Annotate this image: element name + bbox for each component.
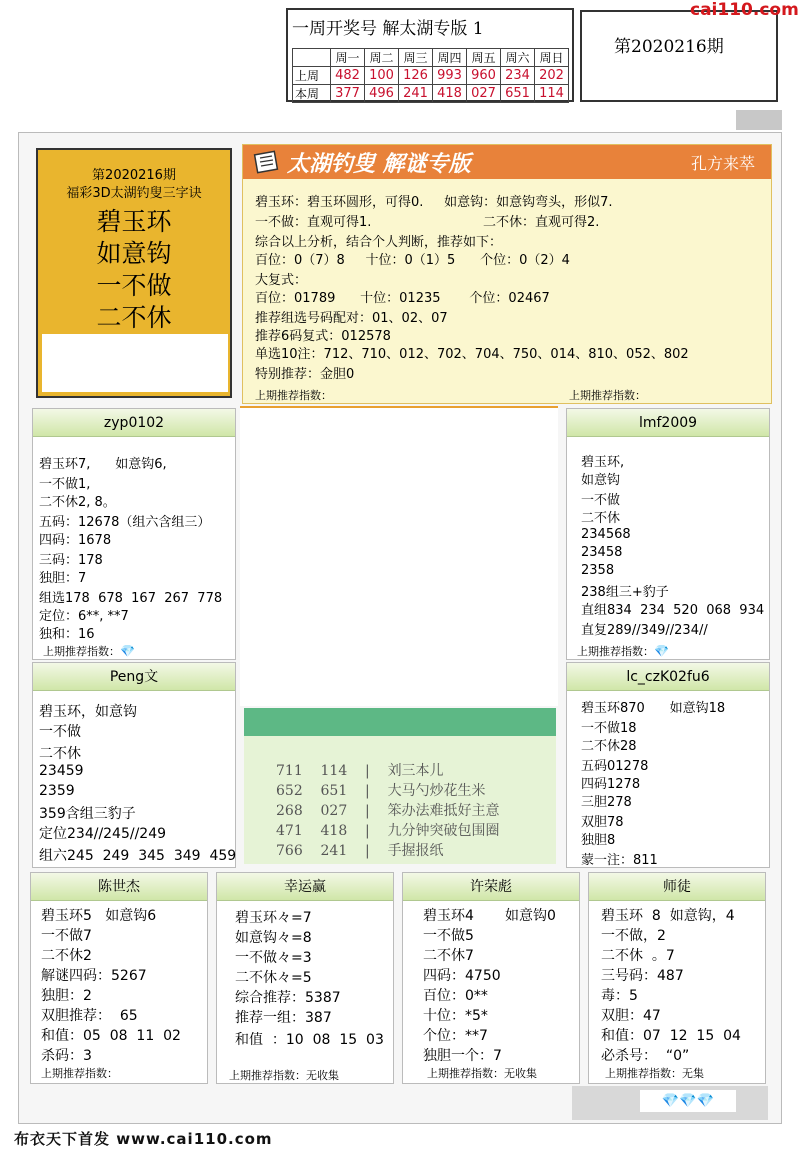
day-cell: 周一 [331, 49, 365, 67]
newspaper-icon [253, 149, 281, 175]
card-line: 二不休々=5 [235, 970, 312, 986]
card-line: 234568 [581, 527, 631, 542]
result-cell: 241 [399, 85, 433, 103]
history-row: 711 114 | 刘三本儿 [276, 763, 444, 779]
card-line: 三胆278 [581, 795, 632, 810]
card-line: 一不做5 [423, 928, 474, 944]
result-cell: 993 [433, 67, 467, 85]
card-lc [566, 662, 770, 868]
main-title: 太湖钓叟 解谜专版 [287, 151, 471, 177]
card-line: 毒：5 [601, 988, 638, 1004]
card-line: 十位：*5* [423, 1008, 488, 1024]
riddle-subtitle: 福彩3D太湖钓叟三字诀 [66, 186, 202, 201]
last-week-row [293, 67, 569, 85]
day-cell: 周二 [365, 49, 399, 67]
card-line: 碧玉环, [581, 455, 625, 470]
main-line: 推荐6码复式：012578 [255, 329, 391, 344]
card-line: 和值：07 12 15 04 [601, 1028, 741, 1044]
history-row: 766 241 | 手握报纸 [276, 843, 444, 859]
main-line: 百位：01789 十位：01235 个位：02467 [255, 291, 550, 306]
card-line: 独胆：2 [41, 988, 92, 1004]
days-row [293, 49, 569, 67]
card-footer-text: 上期推荐指数： [577, 645, 654, 658]
card-title: 陈世杰 [31, 873, 207, 901]
card-xu [402, 872, 580, 1084]
card-title: 师徒 [589, 873, 765, 901]
result-cell: 496 [365, 85, 399, 103]
center-green-bar [244, 708, 556, 736]
day-cell: 周六 [501, 49, 535, 67]
card-line: 碧玉环7, 如意钩6, [39, 457, 167, 472]
main-panel [242, 144, 772, 404]
day-cell: 周日 [535, 49, 569, 67]
card-line: 二不休2 [41, 948, 92, 964]
card-line: 一不做々=3 [235, 950, 312, 966]
card-line: 独胆8 [581, 833, 616, 848]
card-line: 蒙一注：811 [581, 853, 658, 868]
card-line: 碧玉环5 如意钩6 [41, 908, 157, 924]
card-line: 双胆：47 [601, 1008, 661, 1024]
history-row: 268 027 | 笨办法难抵好主意 [276, 803, 500, 819]
card-line: 推荐一组：387 [235, 1010, 332, 1026]
card-title: lmf2009 [567, 409, 769, 437]
riddle-issue: 第2020216期 [92, 168, 176, 183]
this-week-row [293, 85, 569, 103]
main-line: 百位：0（7）8 十位：0（1）5 个位：0（2）4 [255, 253, 570, 268]
card-shi [588, 872, 766, 1084]
card-line: 碧玉环4 如意钩0 [423, 908, 556, 924]
card-title: Peng文 [33, 663, 235, 691]
card-line: 四码1278 [581, 777, 641, 792]
main-footer-right: 上期推荐指数： [569, 389, 646, 402]
card-title: lc_czK02fu6 [567, 663, 769, 691]
card-footer-text: 上期推荐指数： [43, 645, 120, 658]
card-line: 碧玉环々=7 [235, 910, 312, 926]
result-cell: 202 [535, 67, 569, 85]
card-line: 二不休 [39, 746, 81, 762]
main-line: 一不做：直观可得1. 二不休：直观可得2. [255, 215, 600, 230]
card-footer: 上期推荐指数：无收集 [229, 1069, 339, 1082]
card-line: 二不休7 [423, 948, 474, 964]
card-line: 一不做7 [41, 928, 92, 944]
card-title: 许荣彪 [403, 873, 579, 901]
card-line: 二不休 [581, 511, 621, 526]
center-history-list [244, 736, 556, 864]
card-line: 直复289//349//234// [581, 623, 708, 638]
result-cell: 126 [399, 67, 433, 85]
day-cell: 周三 [399, 49, 433, 67]
card-line: 直组834 234 520 068 934 [581, 603, 765, 618]
result-cell: 482 [331, 67, 365, 85]
card-line: 双胆推荐： 65 [41, 1008, 138, 1024]
day-cell: 周四 [433, 49, 467, 67]
week-results-box [286, 8, 574, 102]
site-logo[interactable]: cai110.com [690, 0, 799, 20]
card-line: 四码：4750 [423, 968, 501, 984]
main-author: 孔方来萃 [690, 154, 755, 173]
card-line: 百位：0** [423, 988, 488, 1004]
card-xing [216, 872, 394, 1084]
last-week-label: 上周 [293, 67, 331, 85]
card-title: zyp0102 [33, 409, 235, 437]
bottom-credit[interactable]: 布衣天下首发 www.cai110.com [14, 1130, 273, 1148]
card-line: 解谜四码：5267 [41, 968, 147, 984]
card-line: 定位234//245//249 [39, 826, 167, 842]
result-cell: 418 [433, 85, 467, 103]
day-cell: 周五 [467, 49, 501, 67]
card-line: 三号码：487 [601, 968, 684, 984]
card-chen [30, 872, 208, 1084]
card-line: 独和：16 [39, 627, 95, 642]
card-line: 碧玉环 8 如意钩，4 [601, 908, 735, 924]
card-line: 碧玉环，如意钩 [39, 704, 137, 720]
card-peng [32, 662, 236, 868]
riddle-line: 如意钩 [96, 239, 172, 268]
result-cell: 114 [535, 85, 569, 103]
card-line: 组选178 678 167 267 778 [39, 591, 223, 606]
card-title: 幸运赢 [217, 873, 393, 901]
card-line: 一不做 [581, 493, 621, 508]
result-cell: 960 [467, 67, 501, 85]
card-footer: 上期推荐指数：无收集 [427, 1067, 537, 1080]
card-line: 双胆78 [581, 815, 624, 830]
main-line: 综合以上分析，结合个人判断，推荐如下： [255, 235, 503, 250]
main-header [243, 145, 771, 179]
week-title: 一周开奖号 解太湖专版 1 [292, 19, 484, 39]
card-line: 综合推荐：5387 [235, 990, 341, 1006]
riddle-blank [42, 334, 228, 392]
card-line: 组六245 249 345 349 459 [39, 848, 237, 864]
main-footer-left: 上期推荐指数： [255, 389, 332, 402]
card-footer: 上期推荐指数：无集 [605, 1067, 704, 1080]
diamond-icon: 💎 [654, 644, 669, 658]
card-line: 杀码：3 [41, 1048, 92, 1064]
result-cell: 234 [501, 67, 535, 85]
card-line: 五码：12678（组六含组三） [39, 515, 211, 530]
card-line: 独胆：7 [39, 571, 87, 586]
card-line: 二不休28 [581, 739, 637, 754]
card-line: 359含组三豹子 [39, 806, 136, 822]
card-line: 如意钩々=8 [235, 930, 312, 946]
this-week-label: 本周 [293, 85, 331, 103]
main-line: 大复式： [255, 273, 308, 288]
card-footer [43, 643, 135, 659]
card-line: 和值 ：10 08 15 03 [235, 1032, 384, 1048]
period-box [580, 10, 778, 102]
riddle-card [36, 148, 232, 398]
card-line: 238组三+豹子 [581, 585, 669, 600]
history-row: 471 418 | 九分钟突破包围圈 [276, 823, 500, 839]
card-line: 23458 [581, 545, 623, 560]
card-line: 一不做1, [39, 477, 91, 492]
card-line: 23459 [39, 763, 84, 779]
card-line: 2359 [39, 783, 75, 799]
result-cell: 651 [501, 85, 535, 103]
riddle-line: 一不做 [96, 271, 172, 300]
main-line: 特别推荐：金胆0 [255, 367, 355, 382]
card-line: 一不做，2 [601, 928, 666, 944]
card-line: 2358 [581, 563, 615, 578]
history-row: 652 651 | 大马勺炒花生米 [276, 783, 486, 799]
result-cell: 100 [365, 67, 399, 85]
card-zyp0102 [32, 408, 236, 660]
card-line: 必杀号： “0” [601, 1048, 690, 1064]
card-line: 如意钩 [581, 473, 621, 488]
main-line: 单选10注：712、710、012、702、704、750、014、810、052、802 [255, 347, 689, 362]
main-line: 碧玉环：碧玉环圆形，可得0. 如意钩：如意钩弯头，形似7. [255, 195, 613, 210]
gray-tab [736, 110, 782, 130]
card-line: 定位：6**, **7 [39, 609, 129, 624]
card-line: 三码：178 [39, 553, 103, 568]
card-line: 个位：**7 [423, 1028, 488, 1044]
card-line: 四码：1678 [39, 533, 112, 548]
period-label: 第2020216期 [614, 37, 724, 57]
card-footer [577, 643, 669, 659]
card-line: 和值：05 08 11 02 [41, 1028, 181, 1044]
result-cell: 027 [467, 85, 501, 103]
main-line: 推荐组选号码配对：01、02、07 [255, 311, 448, 326]
card-footer: 上期推荐指数： [41, 1067, 118, 1080]
riddle-line: 碧玉环 [96, 207, 172, 236]
result-cell: 377 [331, 85, 365, 103]
week-results-table [292, 48, 569, 103]
card-line: 二不休2, 8。 [39, 495, 116, 510]
card-line: 二不休 。7 [601, 948, 675, 964]
diamond-rating: 💎💎💎 [640, 1090, 736, 1112]
riddle-line: 二不休 [96, 303, 172, 332]
card-line: 碧玉环870 如意钩18 [581, 701, 726, 716]
card-line: 一不做 [39, 724, 81, 740]
card-line: 独胆一个：7 [423, 1048, 502, 1064]
card-line: 一不做18 [581, 721, 637, 736]
center-blank [240, 406, 558, 706]
diamond-icon: 💎 [120, 644, 135, 658]
card-line: 五码01278 [581, 759, 649, 774]
card-lmf2009 [566, 408, 770, 660]
